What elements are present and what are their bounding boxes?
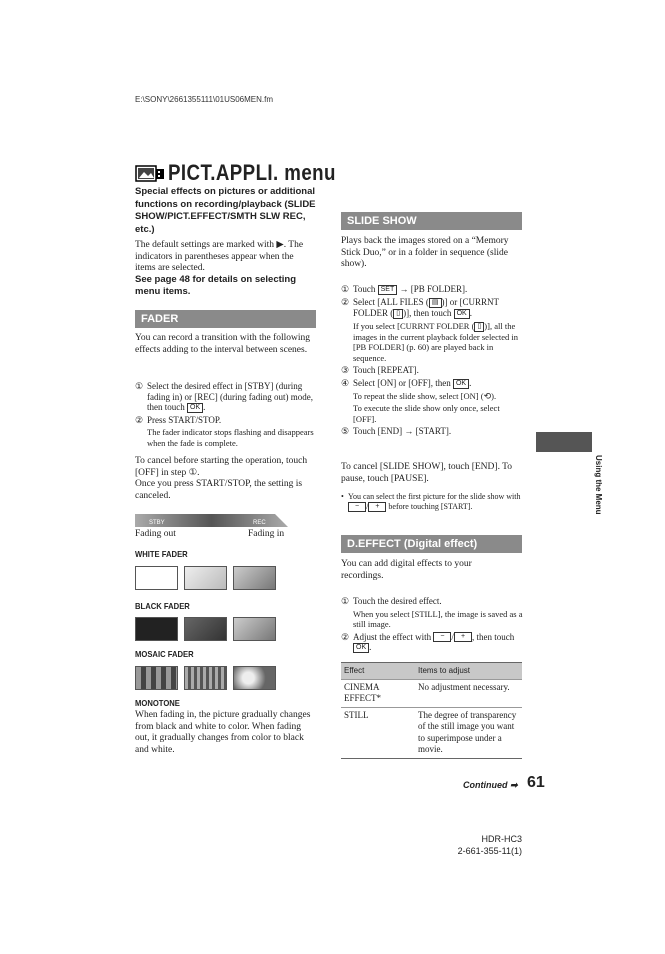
document-code: 2-661-355-11(1) bbox=[457, 846, 522, 856]
stby-label: STBY bbox=[149, 520, 165, 526]
intro-reference: See page 48 for details on selecting menu items. bbox=[135, 274, 297, 297]
step-number: ⑤ bbox=[341, 426, 350, 437]
deffect-description: You can add digital effects to your recordings. bbox=[341, 559, 472, 581]
note-text: If you select [CURRNT FOLDER ( bbox=[353, 320, 475, 331]
bullet-text: You can select the first picture for the slide show with bbox=[348, 492, 521, 501]
set-icon: SET bbox=[378, 285, 398, 295]
step-text: Touch [REPEAT]. bbox=[353, 365, 419, 376]
step-text: Select the desired effect in [STBY] (during fading in) or [REC] (during fading out) mode, then touch bbox=[147, 381, 313, 412]
step-number: ① bbox=[341, 284, 350, 294]
table-cell: The degree of transparency of the still image you want to superimpose under a movie. bbox=[415, 707, 522, 758]
minus-icon: − bbox=[348, 502, 366, 512]
step-text: Touch [END] → [START]. bbox=[353, 426, 452, 437]
all-files-icon: ▤ bbox=[429, 298, 442, 308]
title-block bbox=[135, 160, 365, 186]
bullet-dot: • bbox=[341, 492, 344, 501]
deffect-step-1 bbox=[341, 596, 523, 607]
fader-steps bbox=[135, 381, 317, 448]
step-number: ① bbox=[135, 381, 144, 391]
fader-cancel-2: Once you press START/STOP, the setting is canceled. bbox=[135, 479, 303, 501]
arrow-right-icon: ➡ bbox=[510, 780, 518, 790]
deffect-step-1-note: When you select [STILL], the image is saved as a still image. bbox=[353, 608, 523, 629]
ok-icon: OK bbox=[353, 643, 369, 653]
mosaic-fader-thumb-3 bbox=[233, 666, 276, 690]
step-number: ① bbox=[341, 596, 350, 606]
slideshow-steps bbox=[341, 284, 523, 437]
white-fader-thumb-3 bbox=[233, 566, 276, 590]
black-fader-thumb-1 bbox=[135, 617, 178, 641]
step-number: ② bbox=[341, 631, 350, 642]
step-number: ② bbox=[135, 414, 144, 425]
bullet-text: before touching [START]. bbox=[388, 502, 473, 511]
slideshow-cancel: To cancel [SLIDE SHOW], touch [END]. To pause, touch [PAUSE]. bbox=[341, 462, 513, 484]
slideshow-step-4: ④ Select [ON] or [OFF], then OK . bbox=[341, 377, 472, 388]
plus-icon: + bbox=[454, 632, 472, 642]
fader-heading: FADER bbox=[135, 310, 316, 328]
fader-step-2 bbox=[135, 415, 317, 426]
section-tab-label: Using the Menu bbox=[594, 455, 603, 515]
slideshow-step-3 bbox=[341, 365, 523, 376]
ok-icon: OK bbox=[454, 309, 470, 319]
page-number: 61 bbox=[527, 774, 545, 791]
repeat-icon: ⟲ bbox=[483, 390, 492, 401]
continued-label bbox=[463, 780, 518, 791]
note-text: To repeat the slide show, select [ON] ( bbox=[353, 390, 484, 401]
black-fader-label: BLACK FADER bbox=[135, 601, 190, 611]
slideshow-bullet: • You can select the first picture for the slide show with − / + before touching [START]. bbox=[341, 492, 521, 511]
fader-step-2-note: The fader indicator stops flashing and disappears when the fade is complete. bbox=[147, 427, 314, 448]
effect-table bbox=[341, 662, 522, 759]
slideshow-heading: SLIDE SHOW bbox=[341, 212, 522, 230]
page-title: PICT.APPLI. menu bbox=[168, 160, 336, 185]
step-number: ④ bbox=[341, 377, 350, 388]
deffect-heading: D.EFFECT (Digital effect) bbox=[341, 535, 522, 553]
fading-out-label: Fading out bbox=[135, 529, 176, 539]
fading-in-label: Fading in bbox=[248, 529, 285, 539]
table-cell: STILL bbox=[341, 707, 415, 758]
fader-description: You can record a transition with the following effects adding to the interval between scenes. bbox=[135, 333, 311, 355]
plus-icon: + bbox=[368, 502, 386, 512]
deffect-steps bbox=[341, 596, 523, 653]
slideshow-step-1 bbox=[341, 284, 523, 295]
step-text: Select [ON] or [OFF], then bbox=[353, 377, 451, 388]
black-fader-thumb-3 bbox=[233, 617, 276, 641]
continued-text: Continued bbox=[463, 780, 508, 790]
white-fader-thumb-1 bbox=[135, 566, 178, 590]
note-text: )], all the images in the current playback folder selected in [PB FOLDER] (p. 60) are played back in sequence. bbox=[353, 320, 518, 363]
table-cell: No adjustment necessary. bbox=[415, 679, 522, 707]
black-fader-thumb-2 bbox=[184, 617, 227, 641]
monotone-label: MONOTONE bbox=[135, 698, 180, 708]
step-text: )] or [CURRNT FOLDER ( bbox=[353, 296, 499, 318]
intro-text: The default settings are marked with ▶. The indicators in parentheses appear when the items are selected. bbox=[135, 240, 304, 273]
step-text: Touch bbox=[353, 284, 376, 294]
step-text: )], then touch bbox=[403, 307, 452, 318]
white-fader-thumb-2 bbox=[184, 566, 227, 590]
mosaic-fader-label: MOSAIC FADER bbox=[135, 649, 194, 659]
slideshow-step-5 bbox=[341, 426, 523, 437]
step-number: ② bbox=[341, 296, 350, 307]
slideshow-step-2-note bbox=[341, 321, 523, 364]
step-text: Touch the desired effect. bbox=[353, 596, 442, 606]
table-row bbox=[341, 707, 522, 758]
mosaic-fader-thumb-2 bbox=[184, 666, 227, 690]
table-cell: CINEMA EFFECT* bbox=[341, 679, 415, 707]
section-tab bbox=[536, 432, 592, 452]
ok-icon: OK bbox=[187, 403, 203, 413]
folder-icon: ▯ bbox=[474, 322, 484, 332]
slideshow-description: Plays back the images stored on a “Memory Stick Duo,” or in a folder in sequence (slide show). bbox=[341, 236, 509, 269]
fader-step-1: ① Select the desired effect in [STBY] (during fading in) or [REC] (during fading out) mode, then touch OK . bbox=[135, 381, 313, 412]
fader-cancel-1: To cancel before starting the operation, touch [OFF] in step ①. bbox=[135, 456, 308, 478]
monotone-description: When fading in, the picture gradually changes from black and white to color. When fading out, it gradually changes from color to black and white. bbox=[135, 710, 311, 755]
minus-icon: − bbox=[433, 632, 451, 642]
step-text: Select [ALL FILES ( bbox=[353, 296, 429, 307]
pict-appli-icon bbox=[135, 163, 165, 183]
white-fader-label: WHITE FADER bbox=[135, 549, 188, 559]
step-text: Press START/STOP. bbox=[147, 414, 222, 425]
slideshow-step-4-note-2: To execute the slide show only once, select [OFF]. bbox=[353, 403, 500, 424]
note-text: ). bbox=[491, 390, 497, 401]
folder-icon: ▯ bbox=[393, 309, 403, 319]
table-header: Items to adjust bbox=[415, 663, 522, 680]
model-number: HDR-HC3 bbox=[481, 834, 522, 844]
step-text: → [PB FOLDER]. bbox=[399, 284, 468, 294]
slideshow-step-4-note-1 bbox=[341, 391, 523, 402]
fade-arrow-diagram bbox=[135, 510, 290, 528]
mosaic-fader-thumb-1 bbox=[135, 666, 178, 690]
step-text: , then touch bbox=[472, 631, 515, 642]
page-subtitle: Special effects on pictures or additional functions on recording/playback (SLIDE SHOW/PICT.EFFECT/SMTH SLW REC, etc.) bbox=[135, 186, 316, 235]
table-row bbox=[341, 679, 522, 707]
step-text: Adjust the effect with bbox=[353, 631, 432, 642]
table-header: Effect bbox=[341, 663, 415, 680]
ok-icon: OK bbox=[453, 379, 469, 389]
deffect-step-2: ② Adjust the effect with − / + , then touch OK . bbox=[341, 631, 515, 653]
table-header-row bbox=[341, 663, 522, 680]
slideshow-step-2: ② Select [ALL FILES ( ▤ )] or [CURRNT FOLDER ( ▯ )], then touch OK . bbox=[341, 296, 499, 318]
rec-label: REC bbox=[253, 520, 266, 526]
step-number: ③ bbox=[341, 365, 350, 376]
file-path: E:\SONY\2661355111\01US06MEN.fm bbox=[135, 95, 273, 104]
